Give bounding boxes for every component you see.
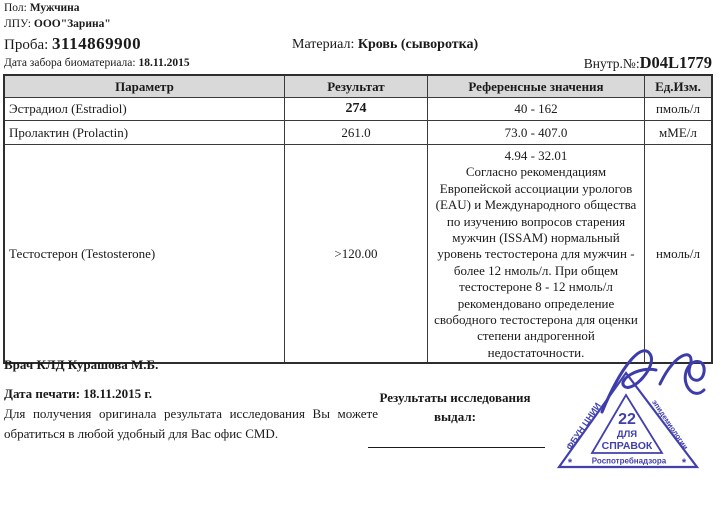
handwritten-signature [596, 338, 718, 431]
reference-cell: 40 - 162 [428, 98, 645, 121]
material-line [292, 37, 478, 53]
lpu-line [4, 18, 111, 30]
print-date-value: 18.11.2015 г. [83, 386, 153, 401]
stamp-bottom-text: Роспотребнадзора [591, 456, 667, 466]
header-unit: Ед.Изм. [644, 75, 712, 98]
print-date-line [4, 386, 152, 402]
lpu-value: ООО"Зарина" [33, 18, 111, 30]
table-row [4, 121, 712, 145]
stamp-number: 22 [618, 411, 636, 428]
sex-value: Мужчина [29, 2, 80, 14]
result-cell: 261.0 [284, 121, 427, 145]
lpu-label: ЛПУ: [4, 18, 32, 30]
sex-label: Пол: [4, 2, 27, 14]
sample-number: 3114869900 [52, 34, 142, 53]
stamp-star-right: * [681, 457, 687, 469]
issued-line2: выдал: [434, 409, 476, 424]
material-value: Кровь (сыворотка) [357, 37, 479, 52]
signature-line [368, 447, 545, 448]
unit-cell: нмоль/л [644, 145, 712, 364]
header-result: Результат [284, 75, 427, 98]
reference-range: 4.94 - 32.01 [504, 148, 568, 163]
footer-note: Для получения оригинала результата исследования Вы можете обратиться в любой удобный для Вас офис CMD. [4, 406, 378, 441]
collect-date-label: Дата забора биоматериала: [4, 57, 136, 69]
collect-date-line [4, 57, 190, 69]
sample-line [4, 34, 141, 54]
internal-value: D04L1779 [639, 53, 712, 72]
header-reference: Референсные значения [428, 75, 645, 98]
doctor-line: Врач КЛД Курашова М.Б. [4, 357, 159, 372]
patient-sex-line [4, 2, 80, 14]
reference-note: Согласно рекомендациям Европейской ассоциации урологов (EAU) и Международного общества по изучению вопросов старения мужчин (ISSAM) нормальный уровень тестостерона для мужчин - более 12 нмоль/л. При общем тестостероне 8 - 12 нмоль/л рекомендовано определение свободного тестостерона для оценки степени андрогенной недостаточности. [434, 164, 638, 360]
stamp-left-text: ФБУН ЦНИИ [564, 400, 603, 452]
header-parameter: Параметр [4, 75, 284, 98]
stamp-line2: СПРАВОК [601, 440, 653, 452]
stamp-line1: ДЛЯ [616, 429, 638, 440]
sample-label: Проба: [4, 37, 49, 53]
issued-by-block [355, 388, 555, 426]
internal-label: Внутр.№: [583, 56, 640, 71]
print-date-label: Дата печати: [4, 386, 81, 401]
result-cell: 274 [284, 98, 427, 121]
parameter-cell: Эстрадиол (Estradiol) [4, 98, 284, 121]
reference-cell: 73.0 - 407.0 [428, 121, 645, 145]
reference-cell [428, 145, 645, 364]
collect-date-value: 18.11.2015 [138, 57, 190, 69]
internal-number-line [584, 53, 712, 73]
result-cell: >120.00 [284, 145, 427, 364]
material-label: Материал: [292, 37, 355, 52]
signature-icon [596, 338, 718, 426]
table-row [4, 98, 712, 121]
unit-cell: пмоль/л [644, 98, 712, 121]
parameter-cell: Пролактин (Prolactin) [4, 121, 284, 145]
unit-cell: мМЕ/л [644, 121, 712, 145]
stamp-right-text: эпидемиологии [650, 397, 691, 452]
parameter-cell: Тестостерон (Testosterone) [4, 145, 284, 364]
table-header-row [4, 75, 712, 98]
results-table [3, 74, 713, 364]
issued-line1: Результаты исследования [379, 390, 531, 405]
table-row [4, 145, 712, 364]
stamp-star-left: * [567, 457, 573, 469]
